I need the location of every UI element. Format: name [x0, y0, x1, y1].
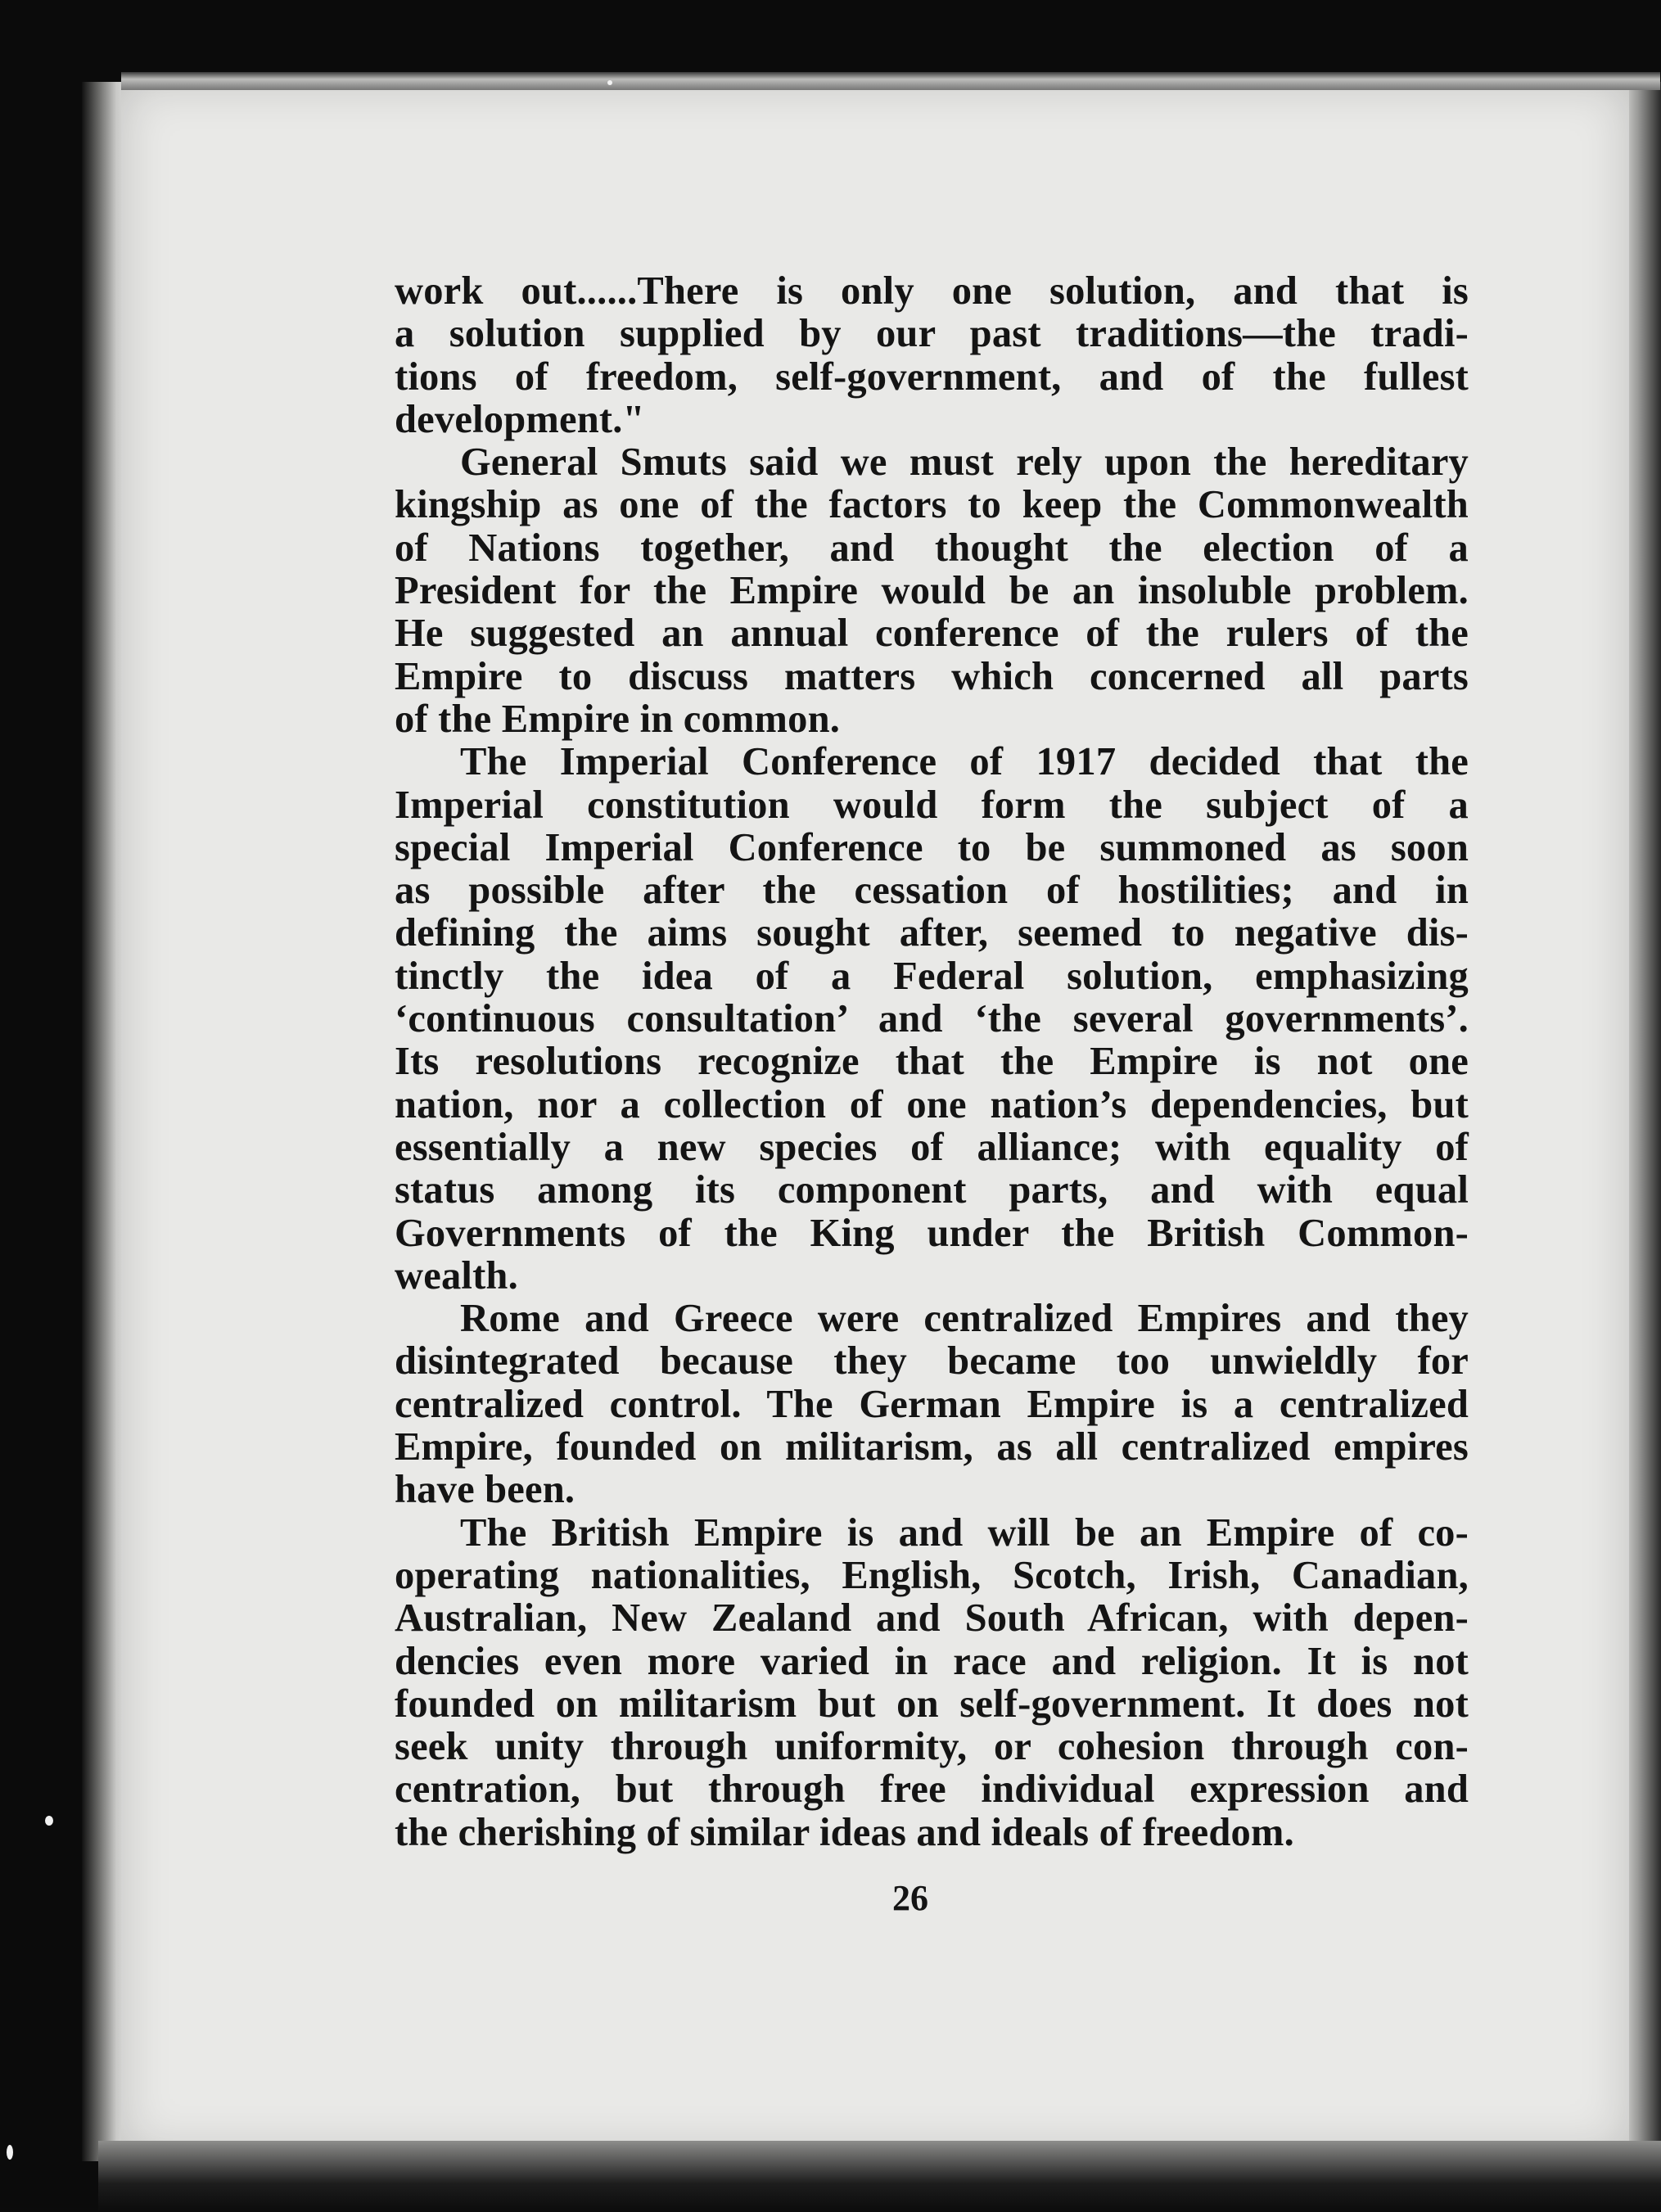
text-line: Australian, New Zealand and South African, with depen-: [395, 1596, 1469, 1641]
text-line: the cherishing of similar ideas and ideals of freedom.: [395, 1810, 1294, 1854]
text-line: special Imperial Conference to be summoned as soon: [395, 825, 1469, 869]
text-line: dencies even more varied in race and religion. It is not: [395, 1639, 1469, 1683]
text-line: President for the Empire would be an insoluble problem.: [395, 569, 1469, 613]
text-line: a solution supplied by our past traditions—the tradi-: [395, 312, 1469, 356]
text-line: Imperial constitution would form the subject of a: [395, 783, 1469, 827]
text-line: Rome and Greece were centralized Empires and they: [460, 1297, 1469, 1341]
scan-speck: [45, 1816, 53, 1826]
text-line: Empire, founded on militarism, as all centralized empires: [395, 1425, 1469, 1469]
text-line: work out......There is only one solution, and that is: [395, 269, 1469, 313]
text-line: seek unity through uniformity, or cohesion through con-: [395, 1725, 1469, 1769]
scan-speck: [7, 2145, 13, 2160]
text-line: operating nationalities, English, Scotch, Irish, Canadian,: [395, 1553, 1469, 1597]
page-top-edge: [121, 72, 1660, 90]
text-line: wealth.: [395, 1253, 518, 1298]
text-line: He suggested an annual conference of the rulers of the: [395, 612, 1469, 656]
text-line: of Nations together, and thought the election of a: [395, 526, 1469, 570]
text-line: as possible after the cessation of hostilities; and in: [395, 869, 1469, 913]
text-line: status among its component parts, and with equal: [395, 1168, 1469, 1212]
page-bottom-edge: [98, 2141, 1661, 2212]
text-line: The Imperial Conference of 1917 decided that the: [460, 740, 1469, 784]
text-line: nation, nor a collection of one nation’s dependencies, but: [395, 1082, 1469, 1126]
text-line: have been.: [395, 1468, 575, 1512]
text-line: General Smuts said we must rely upon the hereditary: [460, 440, 1469, 485]
text-line: kingship as one of the factors to keep the Commonwealth: [395, 483, 1469, 527]
text-line: tinctly the idea of a Federal solution, emphasizing: [395, 954, 1469, 998]
text-line: defining the aims sought after, seemed to negative dis-: [395, 911, 1469, 955]
text-line: The British Empire is and will be an Empire of co-: [460, 1510, 1469, 1555]
text-line: Empire to discuss matters which concerned all parts: [395, 654, 1469, 698]
text-line: disintegrated because they became too unwieldly for: [395, 1339, 1469, 1384]
text-line: of the Empire in common.: [395, 697, 841, 741]
page-number: 26: [892, 1878, 928, 1918]
body-text: [395, 270, 1469, 1854]
text-line: founded on militarism but on self-government. It does not: [395, 1682, 1469, 1726]
text-line: Its resolutions recognize that the Empire is not one: [395, 1040, 1469, 1084]
text-line: Governments of the King under the British Common-: [395, 1211, 1469, 1255]
text-line: tions of freedom, self-government, and of the fullest: [395, 354, 1469, 399]
text-line: ‘continuous consultation’ and ‘the several governments’.: [395, 997, 1469, 1041]
text-line: centration, but through free individual expression and: [395, 1767, 1469, 1812]
text-line: development.": [395, 397, 645, 441]
text-line: essentially a new species of alliance; with equality of: [395, 1125, 1469, 1169]
text-line: centralized control. The German Empire is a centralized: [395, 1382, 1469, 1426]
scan-speck: [607, 80, 612, 85]
